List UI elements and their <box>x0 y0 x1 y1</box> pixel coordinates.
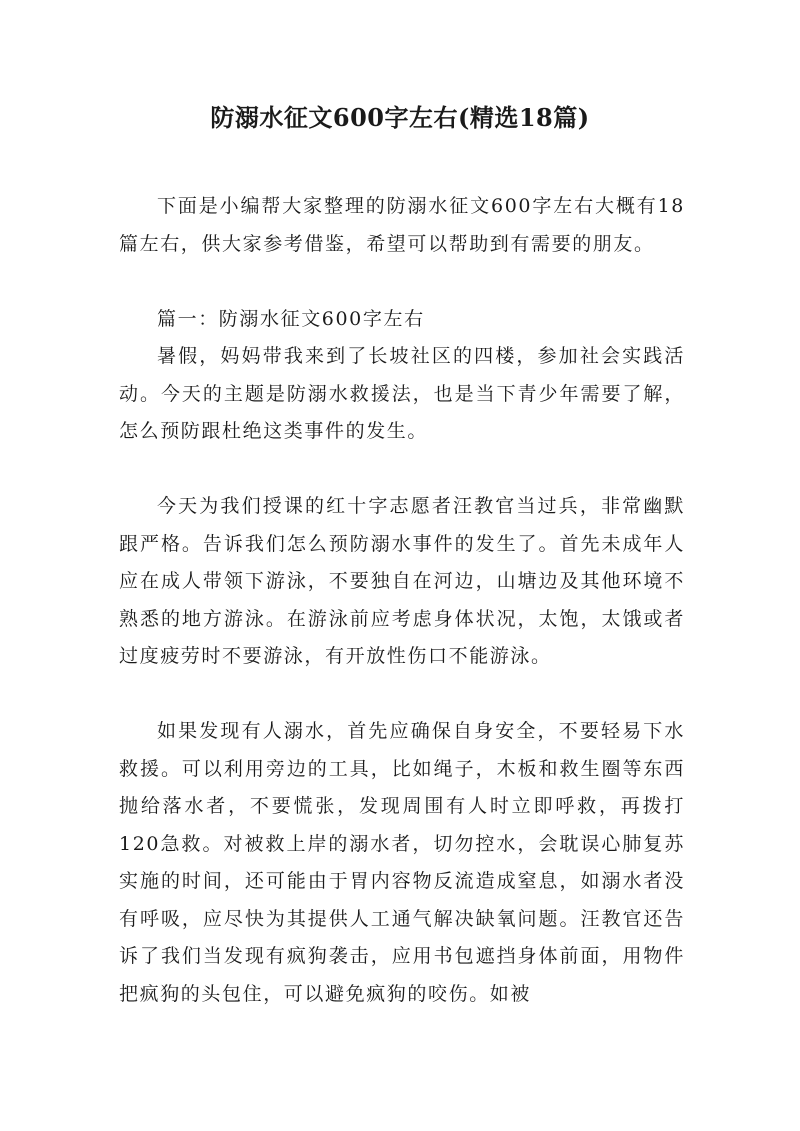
body-paragraph-3: 如果发现有人溺水，首先应确保自身安全，不要轻易下水救援。可以利用旁边的工具，比如绳子，木板和救生圈等东西抛给落水者，不要慌张，发现周围有人时立即呼救，再拨打120急救。对被救上岸的溺水者，切勿控水，会耽误心肺复苏实施的时间，还可能由于胃内容物反流造成窒息，如溺水者没有呼吸，应尽快为其提供人工通气解决缺氧问题。汪教官还告诉了我们当发现有疯狗袭击，应用书包遮挡身体前面，用物件把疯狗的头包住，可以避免疯狗的咬伤。如被 <box>119 720 685 1005</box>
document-title: 防溺水征文600字左右(精选18篇) <box>210 103 590 132</box>
paragraph-gap <box>119 451 685 489</box>
body-paragraph-2: 今天为我们授课的红十字志愿者汪教官当过兵，非常幽默跟严格。告诉我们怎么预防溺水事件的发生了。首先未成年人应在成人带领下游泳，不要独自在河边，山塘边及其他环境不熟悉的地方游泳。在游泳前应考虑身体状况，太饱，太饿或者过度疲劳时不要游泳，有开放性伤口不能游泳。 <box>119 495 685 667</box>
document-body <box>119 188 685 1013</box>
body-paragraph-1: 暑假，妈妈带我来到了长坡社区的四楼，参加社会实践活动。今天的主题是防溺水救援法，也是当下青少年需要了解，怎么预防跟杜绝这类事件的发生。 <box>119 345 685 442</box>
paragraph-gap <box>119 263 685 301</box>
section-heading: 篇一：防溺水征文600字左右 <box>157 307 425 330</box>
paragraph-gap <box>119 676 685 714</box>
intro-paragraph: 下面是小编帮大家整理的防溺水征文600字左右大概有18篇左右，供大家参考借鉴，希望可以帮助到有需要的朋友。 <box>119 195 685 255</box>
